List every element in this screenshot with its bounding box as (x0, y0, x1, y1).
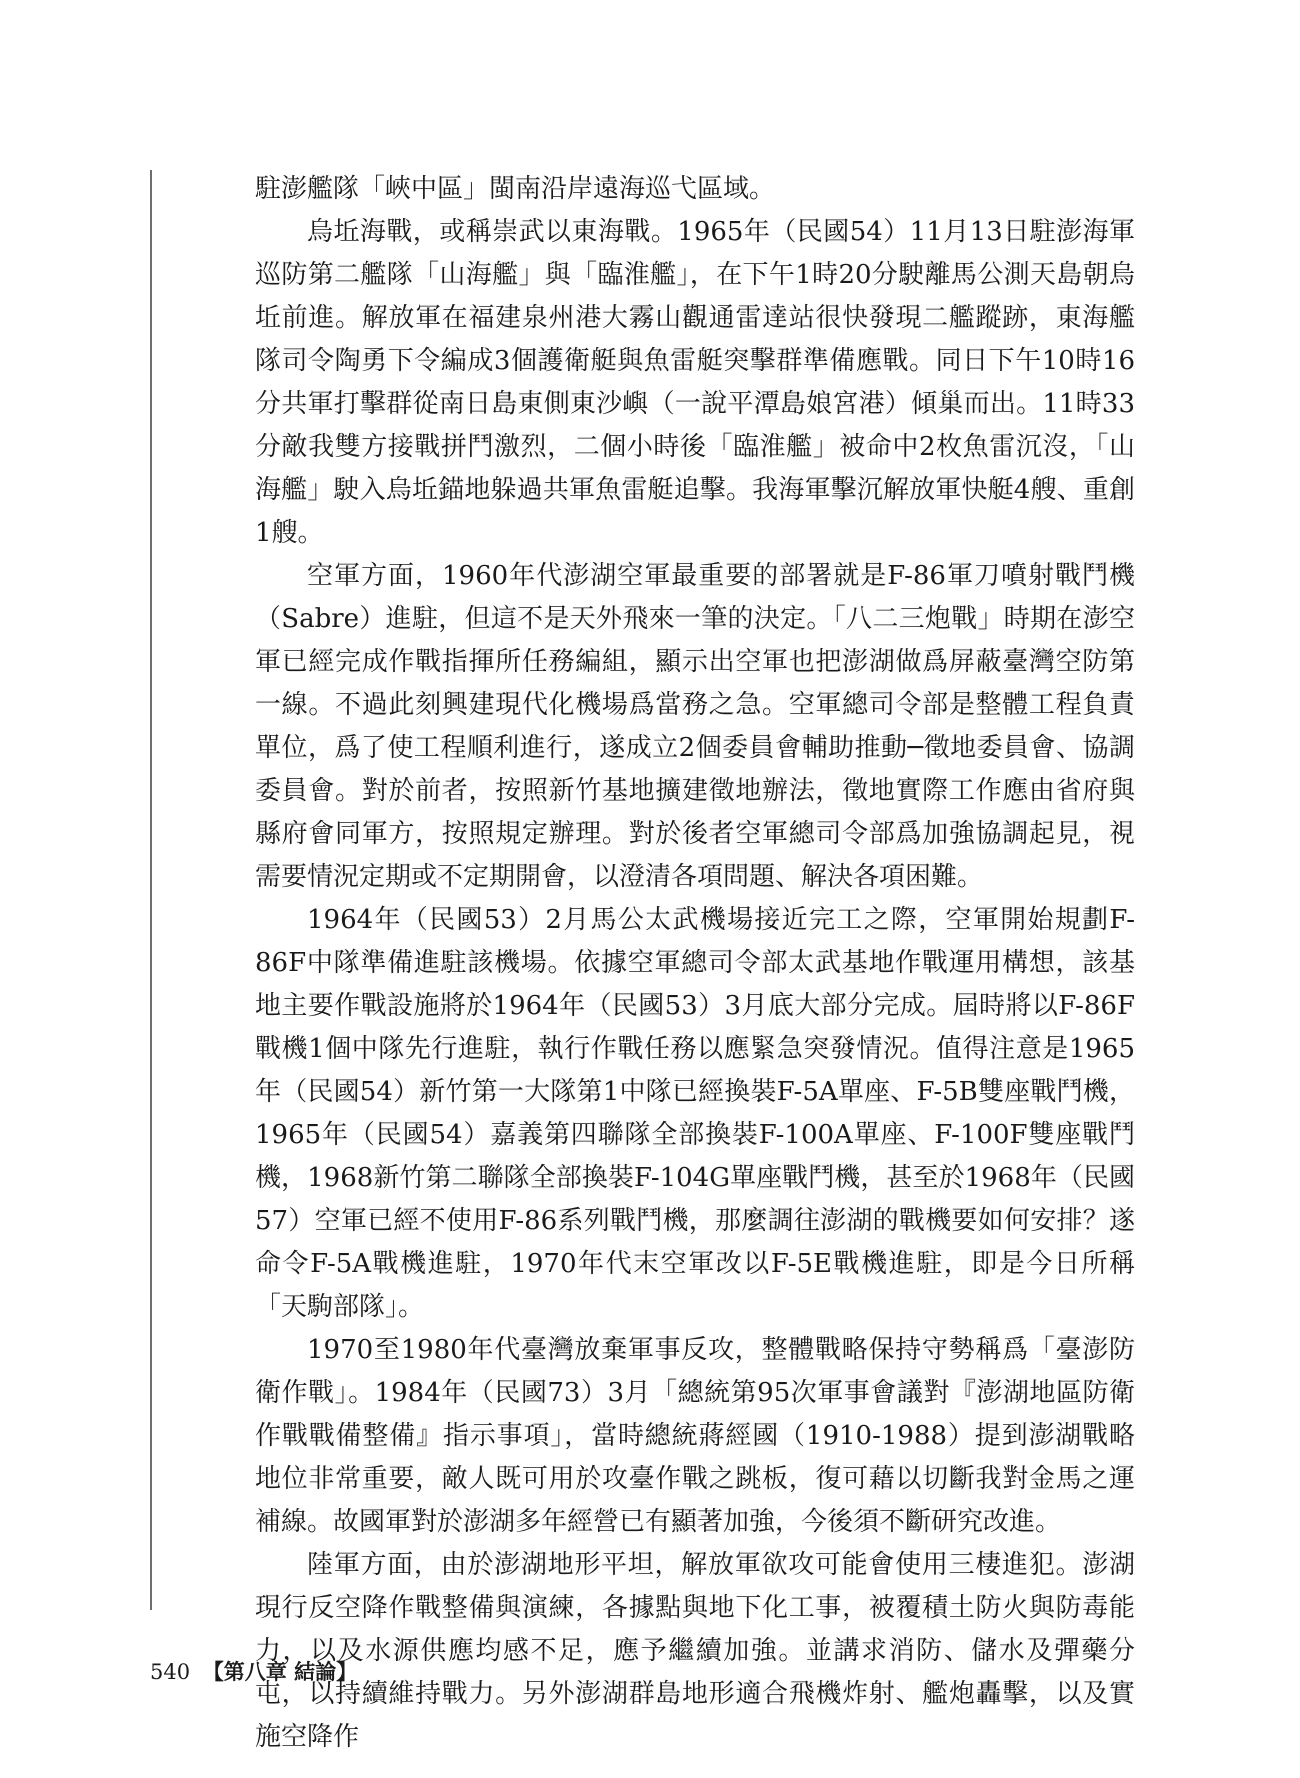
margin-rule (150, 170, 152, 1610)
body-text (255, 168, 1135, 1759)
paragraph-3: 空軍方面，1960年代澎湖空軍最重要的部署就是F-86軍刀噴射戰鬥機（Sabre）進駐，但這不是天外飛來一筆的決定。「八二三炮戰」時期在澎空軍已經完成作戰指揮所任務編組，顯示出空軍也把澎湖做爲屏蔽臺灣空防第一線。不過此刻興建現代化機場爲當務之急。空軍總司令部是整體工程負責單位，爲了使工程順利進行，遂成立2個委員會輔助推動─徵地委員會、協調委員會。對於前者，按照新竹基地擴建徵地辦法，徵地實際工作應由省府與縣府會同軍方，按照規定辦理。對於後者空軍總司令部爲加強協調起見，視需要情況定期或不定期開會，以澄清各項問題、解決各項困難。 (255, 561, 1135, 892)
paragraph-2: 烏坵海戰，或稱崇武以東海戰。1965年（民國54）11月13日駐澎海軍巡防第二艦隊「山海艦」與「臨淮艦」，在下午1時20分駛離馬公測天島朝烏坵前進。解放軍在福建泉州港大霧山觀通雷達站很快發現二艦蹤跡，東海艦隊司令陶勇下令編成3個護衛艇與魚雷艇突擊群準備應戰。同日下午10時16分共軍打擊群從南日島東側東沙嶼（一說平潭島娘宮港）傾巢而出。11時33分敵我雙方接戰拼鬥激烈，二個小時後「臨淮艦」被命中2枚魚雷沉沒，「山海艦」駛入烏坵錨地躲過共軍魚雷艇追擊。我海軍擊沉解放軍快艇4艘、重創1艘。 (255, 217, 1135, 548)
paragraph-6: 陸軍方面，由於澎湖地形平坦，解放軍欲攻可能會使用三棲進犯。澎湖現行反空降作戰整備與演練，各據點與地下化工事，被覆積土防火與防毒能力，以及水源供應均感不足，應予繼續加強。並講求消防、儲水及彈藥分屯，以持續維持戰力。另外澎湖群島地形適合飛機炸射、艦炮轟擊，以及實施空降作 (255, 1550, 1135, 1752)
paragraph-5: 1970至1980年代臺灣放棄軍事反攻，整體戰略保持守勢稱爲「臺澎防衛作戰」。1984年（民國73）3月「總統第95次軍事會議對『澎湖地區防衛作戰戰備整備』指示事項」，當時總統蔣經國（1910-1988）提到澎湖戰略地位非常重要，敵人既可用於攻臺作戰之跳板，復可藉以切斷我對金馬之運補線。故國軍對於澎湖多年經營已有顯著加強，今後須不斷研究改進。 (255, 1335, 1135, 1537)
paragraph-1: 駐澎艦隊「峽中區」閩南沿岸遠海巡弋區域。 (255, 174, 776, 204)
page-number: 540 (150, 1660, 191, 1684)
chapter-title: 【第八章 結論】 (202, 1659, 358, 1684)
paragraph-4: 1964年（民國53）2月馬公太武機場接近完工之際，空軍開始規劃F-86F中隊準備進駐該機場。依據空軍總司令部太武基地作戰運用構想，該基地主要作戰設施將於1964年（民國53）3月底大部分完成。屆時將以F-86F戰機1個中隊先行進駐，執行作戰任務以應緊急突發情況。值得注意是1965年（民國54）新竹第一大隊第1中隊已經換裝F-5A單座、F-5B雙座戰鬥機，1965年（民國54）嘉義第四聯隊全部換裝F-100A單座、F-100F雙座戰鬥機，1968新竹第二聯隊全部換裝F-104G單座戰鬥機，甚至於1968年（民國57）空軍已經不使用F-86系列戰鬥機，那麼調往澎湖的戰機要如何安排？遂命令F-5A戰機進駐，1970年代末空軍改以F-5E戰機進駐，即是今日所稱「天駒部隊」。 (255, 905, 1135, 1322)
page-footer (150, 1658, 357, 1686)
